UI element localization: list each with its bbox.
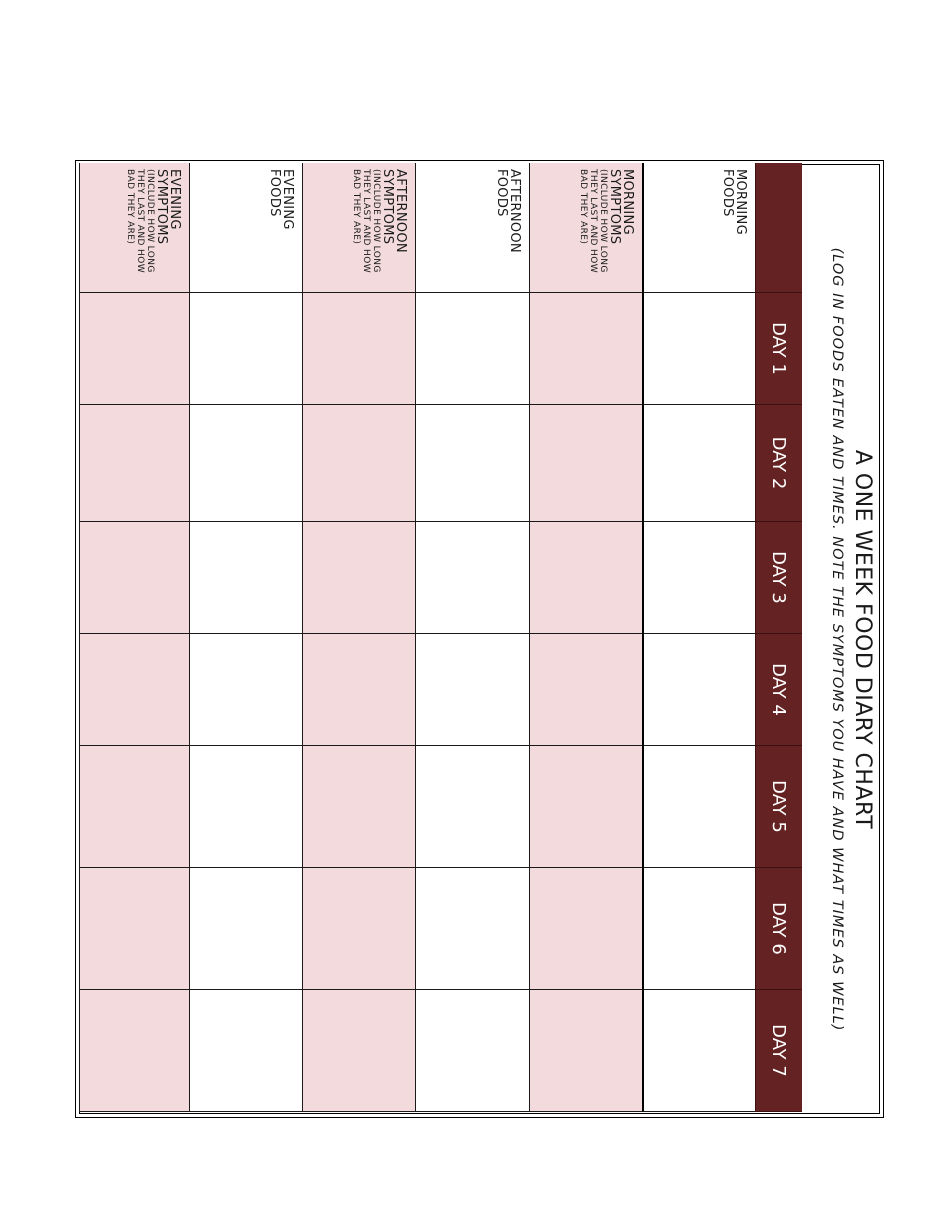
- row-label-line1: MORNING: [620, 169, 635, 235]
- row-label-line1: EVENING: [280, 169, 295, 230]
- day-header: DAY 4: [755, 634, 802, 746]
- entry-cell[interactable]: [302, 990, 415, 1112]
- entry-cell[interactable]: [79, 746, 189, 868]
- day-header: DAY 6: [755, 868, 802, 990]
- row-label-evening-symptoms: [79, 163, 189, 293]
- row-label-line1: MORNING: [733, 169, 748, 235]
- row-label-line2: SYMPTOMS: [154, 169, 169, 245]
- entry-cell[interactable]: [415, 405, 529, 522]
- entry-cell[interactable]: [189, 293, 302, 405]
- entry-cell[interactable]: [529, 634, 642, 746]
- row-label-line2: FOODS: [494, 169, 509, 217]
- page-title: A ONE WEEK FOOD DIARY CHART: [850, 449, 875, 830]
- entry-cell[interactable]: [189, 746, 302, 868]
- entry-cell[interactable]: [642, 634, 755, 746]
- row-label-note: (INCLUDE HOW LONG THEY LAST AND HOW BAD THEY ARE): [351, 169, 381, 273]
- entry-cell[interactable]: [189, 634, 302, 746]
- row-label-morning-symptoms: [529, 163, 642, 293]
- day-header: DAY 7: [755, 990, 802, 1112]
- row-label-line2: FOODS: [720, 169, 735, 217]
- entry-cell[interactable]: [642, 990, 755, 1112]
- entry-cell[interactable]: [302, 293, 415, 405]
- entry-cell[interactable]: [529, 868, 642, 990]
- entry-cell[interactable]: [642, 405, 755, 522]
- day-header: DAY 1: [755, 293, 802, 405]
- row-label-morning-foods: [642, 163, 755, 293]
- entry-cell[interactable]: [642, 746, 755, 868]
- entry-cell[interactable]: [415, 746, 529, 868]
- entry-cell[interactable]: [79, 634, 189, 746]
- entry-cell[interactable]: [415, 634, 529, 746]
- entry-cell[interactable]: [302, 405, 415, 522]
- food-diary-sheet: [79, 163, 882, 1116]
- entry-cell[interactable]: [79, 868, 189, 990]
- day-header: DAY 3: [755, 522, 802, 634]
- entry-cell[interactable]: [302, 746, 415, 868]
- entry-cell[interactable]: [642, 522, 755, 634]
- day-header: DAY 2: [755, 405, 802, 522]
- entry-cell[interactable]: [529, 405, 642, 522]
- entry-cell[interactable]: [642, 868, 755, 990]
- day-header: DAY 5: [755, 746, 802, 868]
- row-label-evening-foods: [189, 163, 302, 293]
- entry-cell[interactable]: [79, 405, 189, 522]
- entry-cell[interactable]: [529, 522, 642, 634]
- row-label-note: (INCLUDE HOW LONG THEY LAST AND HOW BAD THEY ARE): [125, 169, 155, 273]
- entry-cell[interactable]: [302, 868, 415, 990]
- entry-cell[interactable]: [79, 990, 189, 1112]
- row-label-line1: AFTERNOON: [507, 169, 522, 253]
- entry-cell[interactable]: [415, 990, 529, 1112]
- row-label-line1: AFTERNOON: [393, 169, 408, 253]
- row-label-line1: EVENING: [167, 169, 182, 230]
- title-block: [802, 163, 882, 1116]
- entry-cell[interactable]: [189, 522, 302, 634]
- row-label-line2: SYMPTOMS: [380, 169, 395, 245]
- entry-cell[interactable]: [189, 868, 302, 990]
- entry-cell[interactable]: [189, 405, 302, 522]
- row-label-note: (INCLUDE HOW LONG THEY LAST AND HOW BAD THEY ARE): [578, 169, 608, 273]
- entry-cell[interactable]: [79, 293, 189, 405]
- entry-cell[interactable]: [189, 990, 302, 1112]
- entry-cell[interactable]: [302, 634, 415, 746]
- entry-cell[interactable]: [415, 522, 529, 634]
- entry-cell[interactable]: [415, 868, 529, 990]
- header-corner-cell: [755, 163, 802, 293]
- diary-table: [79, 163, 802, 1116]
- row-label-afternoon-symptoms: [302, 163, 415, 293]
- entry-cell[interactable]: [302, 522, 415, 634]
- entry-cell[interactable]: [642, 293, 755, 405]
- row-label-afternoon-foods: [415, 163, 529, 293]
- entry-cell[interactable]: [79, 522, 189, 634]
- entry-cell[interactable]: [529, 990, 642, 1112]
- entry-cell[interactable]: [415, 293, 529, 405]
- row-label-line2: FOODS: [267, 169, 282, 217]
- entry-cell[interactable]: [529, 293, 642, 405]
- row-label-line2: SYMPTOMS: [607, 169, 622, 245]
- page-subtitle: (LOG IN FOODS EATEN AND TIMES. NOTE THE SYMPTOMS YOU HAVE AND WHAT TIMES AS WELL): [829, 247, 845, 1032]
- entry-cell[interactable]: [529, 746, 642, 868]
